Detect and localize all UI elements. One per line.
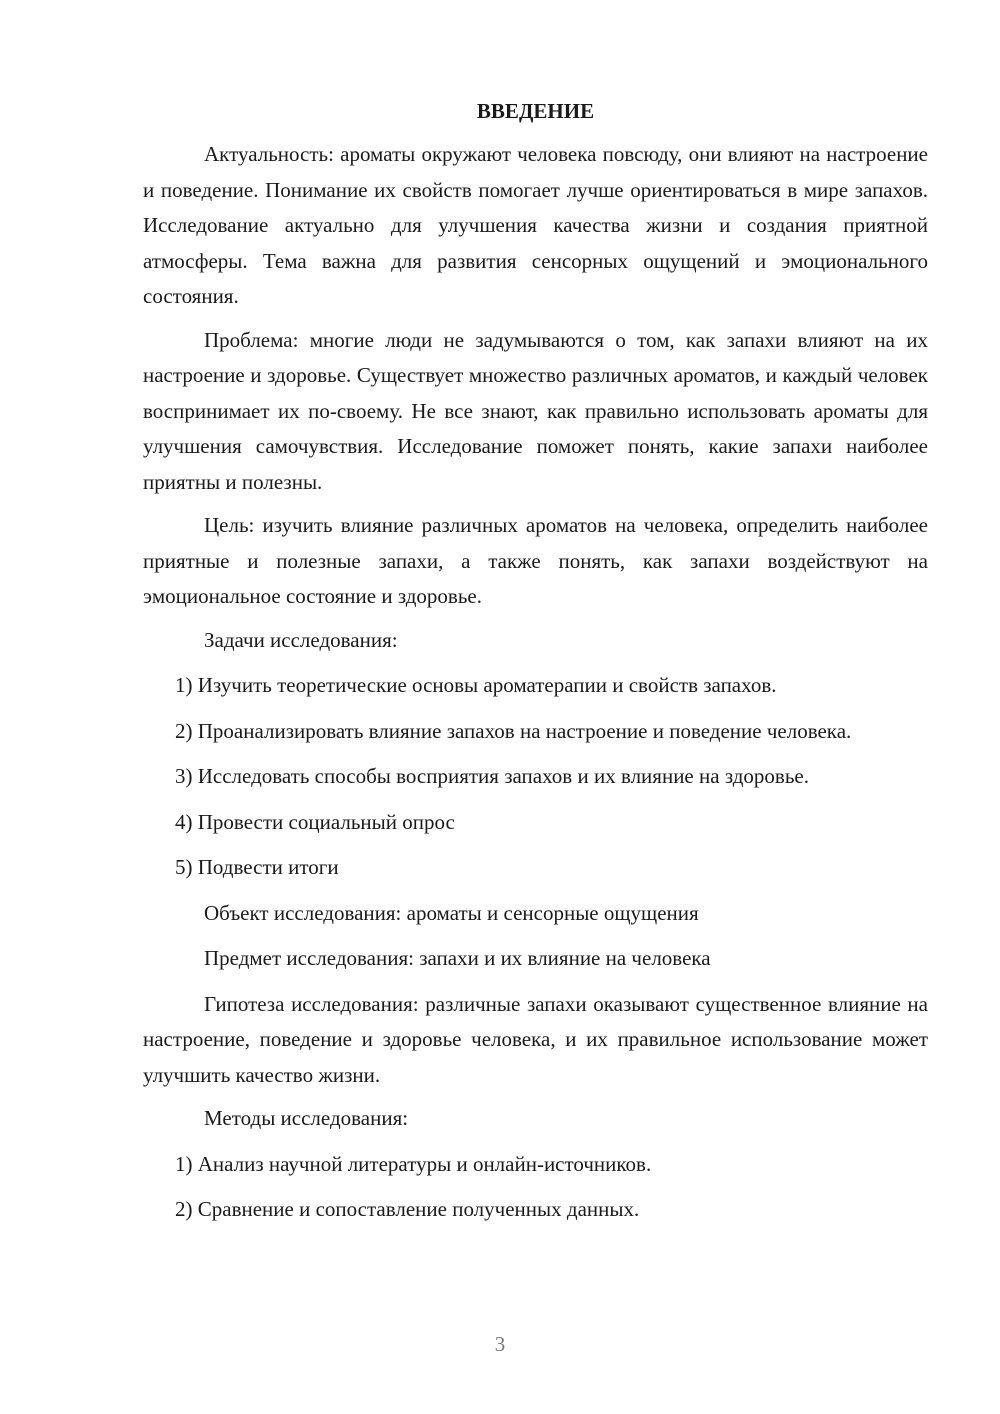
method-item: 2) Сравнение и сопоставление полученных данных. bbox=[175, 1197, 640, 1221]
research-object: Объект исследования: ароматы и сенсорные ощущения bbox=[204, 900, 699, 925]
problem-paragraph: Проблема: многие люди не задумываются о том, как запахи влияют на их настроение и здоровье. Существует множество различных ароматов, и каждый человек воспринимает их по-своему. Не все знают, как правильно использовать ароматы для улучшения самочувствия. Исследование поможет понять, какие запахи наиболее приятны и полезны. bbox=[143, 327, 928, 494]
methods-heading: Методы исследования: bbox=[204, 1106, 409, 1130]
task-item: 3) Исследовать способы восприятия запахов и их влияние на здоровье. bbox=[175, 764, 809, 788]
research-subject: Предмет исследования: запахи и их влияние на человека bbox=[204, 946, 711, 970]
relevance-paragraph: Актуальность: ароматы окружают человека повсюду, они влияют на настроение и поведение. Понимание их свойств помогает лучше ориентироваться в мире запахов. Исследование актуально для улучшения качества жизни и создания приятной атмосферы. Тема важна для развития сенсорных ощущений и эмоционального состояния. bbox=[143, 142, 928, 308]
page-title: ВВЕДЕНИЕ bbox=[476, 99, 595, 123]
task-item: 1) Изучить теоретические основы ароматерапии и свойств запахов. bbox=[175, 673, 777, 697]
task-item: 4) Провести социальный опрос bbox=[175, 809, 455, 834]
task-item: 2) Проанализировать влияние запахов на настроение и поведение человека. bbox=[175, 718, 852, 743]
document-page bbox=[143, 93, 928, 1238]
page-number: 3 bbox=[494, 1332, 506, 1356]
task-item: 5) Подвести итоги bbox=[175, 855, 339, 879]
goal-paragraph: Цель: изучить влияние различных ароматов на человека, определить наиболее приятные и полезные запахи, а также понять, как запахи воздействуют на эмоциональное состояние и здоровье. bbox=[143, 513, 928, 608]
tasks-heading: Задачи исследования: bbox=[204, 627, 398, 652]
hypothesis-paragraph: Гипотеза исследования: различные запахи оказывают существенное влияние на настроение, поведение и здоровье человека, и их правильное использование может улучшить качество жизни. bbox=[143, 991, 928, 1087]
method-item: 1) Анализ научной литературы и онлайн-источников. bbox=[175, 1151, 652, 1176]
